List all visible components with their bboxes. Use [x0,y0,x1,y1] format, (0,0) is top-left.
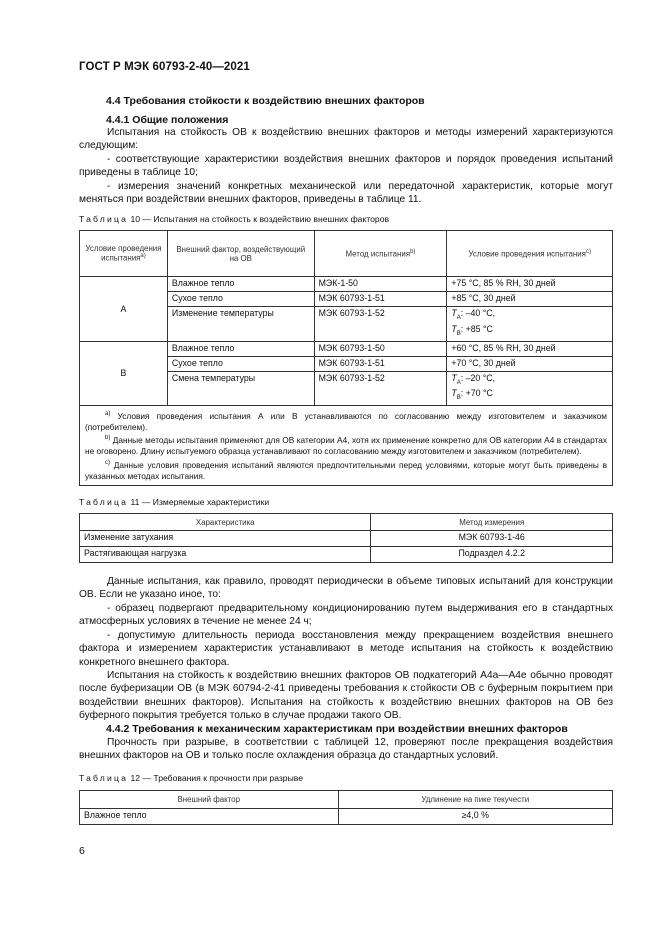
table-10-cell: Изменение температуры [167,307,314,342]
footnote-c: $^{c)}$ Данные условия проведения испытаний являются предпочтительными перед условиями, которые могут быть приведены в указанных методах испытания. [85,459,607,481]
table-12-header-factor: Внешний фактор [80,791,339,809]
table-10-cell: +75 °С, 85 % RH, 30 дней [447,277,613,292]
section-4-4-2-title: 4.4.2 Требования к механическим характеристикам при воздействии внешних факторов [106,723,568,735]
table-10-footnotes [80,406,613,486]
table-12-caption: Таблица 12 — Требования к прочности при разрыве [79,773,304,783]
paragraph-item-2: - измерения значений конкретных механической или передаточной характеристик, которые могут меняться при воздействии внешних факторов, приведены в таблице 11. [79,181,613,206]
paragraph-intro: Испытания на стойкость ОВ к воздействию внешних факторов и методы измерений характеризуются следующим: [79,127,613,152]
table-10-cell: +85 °С, 30 дней [447,292,613,307]
table-10-cell: Влажное тепло [167,341,314,356]
table-10-header-factor: Внешний фактор, воздействующий на ОВ [167,231,314,277]
table-11-cell: Изменение затухания [80,531,371,547]
table-10-cell: МЭК 60793-1-50 [314,341,447,356]
table-10-cell: $T_A$: –20 °С, $T_B$: +70 °С [447,371,613,406]
table-10-header-test-condition: Условие проведения испытания$^{c)}$ [447,231,613,277]
table-12-cell: ≥4,0 % [338,809,613,825]
paragraph-recovery: - допустимую длительность периода восстановления между прекращением воздействия внешнего фактора и измерением характеристик устанавливают в методе испытания на стойкость к воздействию конкретного внешнего фактора. [79,630,613,668]
table-10-group-a: A [80,277,168,342]
document-header: ГОСТ Р МЭК 60793-2-40—2021 [79,61,250,73]
table-10-cell: МЭК 60793-1-52 [314,307,447,342]
table-10-cell: МЭК 60793-1-52 [314,371,447,406]
table-10-cell: Влажное тепло [167,277,314,292]
section-4-4-1-title: 4.4.1 Общие положения [106,114,229,126]
table-10-caption: Таблица 10 — Испытания на стойкость к воздействию внешних факторов [79,214,390,224]
table-11-header-method: Метод измерения [371,514,613,531]
table-10-header-method: Метод испытания$^{b)}$ [314,231,447,277]
table-10-cell: $T_A$: –40 °С, $T_B$: +85 °С [447,307,613,342]
paragraph-tensile: Прочность при разрыве, в соответствии с таблицей 12, проверяют после прекращения воздействия внешних факторов на ОВ и только после охлаждения образца до стандартных условий. [79,737,613,762]
table-11-header-characteristic: Характеристика [80,514,371,531]
table-11-cell: Растягивающая нагрузка [80,547,371,563]
table-12-header-elongation: Удлинение на пике текучести [338,791,613,809]
table-12 [79,790,613,825]
page-number: 6 [79,845,85,857]
paragraph-conditioning: - образец подвергают предварительному кондиционированию путем выдерживания его в стандартных атмосферных условиях в течение не менее 24 ч; [79,603,613,628]
paragraph-item-1: - соответствующие характеристики воздействия внешних факторов и порядок проведения испытаний приведены в таблице 10; [79,154,613,179]
table-10-cell: Сухое тепло [167,356,314,371]
footnote-b: $^{b)}$ Данные методы испытания применяют для ОВ категории А4, хотя их применение конкретно для ОВ категории А4 в стандартах не оговорено. Длину испытуемого образца устанавливают по согласованию между изготовителем и заказчиком (потребителем). [85,435,607,457]
table-12-cell: Влажное тепло [80,809,339,825]
table-10-header-condition: Условие проведения испытания$^{a)}$ [80,231,168,277]
table-10-cell: МЭК 60793-1-51 [314,292,447,307]
section-4-4-title: 4.4 Требования стойкости к воздействию внешних факторов [106,95,425,107]
table-10-group-b: B [80,341,168,406]
table-10-cell: Смена температуры [167,371,314,406]
table-10-cell: +70 °С, 30 дней [447,356,613,371]
table-11 [79,513,613,563]
table-10 [79,230,613,486]
paragraph-buffering: Испытания на стойкость к воздействию внешних факторов ОВ подкатегорий А4а—А4е обычно проводят после буферизации ОВ (в МЭК 60794-2-41 приведены требования к стойкости ОВ с буферным покрытием при воздействии внешних факторов). Испытания на стойкость к воздействию внешних факторов на ОВ без буферного покрытия требуется только в случае продажи такого ОВ. [79,670,613,721]
table-11-cell: Подраздел 4.2.2 [371,547,613,563]
table-11-cell: МЭК 60793-1-46 [371,531,613,547]
paragraph-periodic: Данные испытания, как правило, проводят периодически в объеме типовых испытаний для конструкции ОВ. Если не указано иное, то: [79,576,613,601]
table-10-cell: Сухое тепло [167,292,314,307]
table-10-cell: +60 °С, 85 % RH, 30 дней [447,341,613,356]
footnote-a: $^{a)}$ Условия проведения испытания А или В устанавливаются по согласованию между изготовителем и заказчиком (потребителем). [85,410,607,433]
table-11-caption: Таблица 11 — Измеряемые характеристики [79,497,270,507]
table-10-cell: МЭК 60793-1-51 [314,356,447,371]
table-10-cell: МЭК-1-50 [314,277,447,292]
